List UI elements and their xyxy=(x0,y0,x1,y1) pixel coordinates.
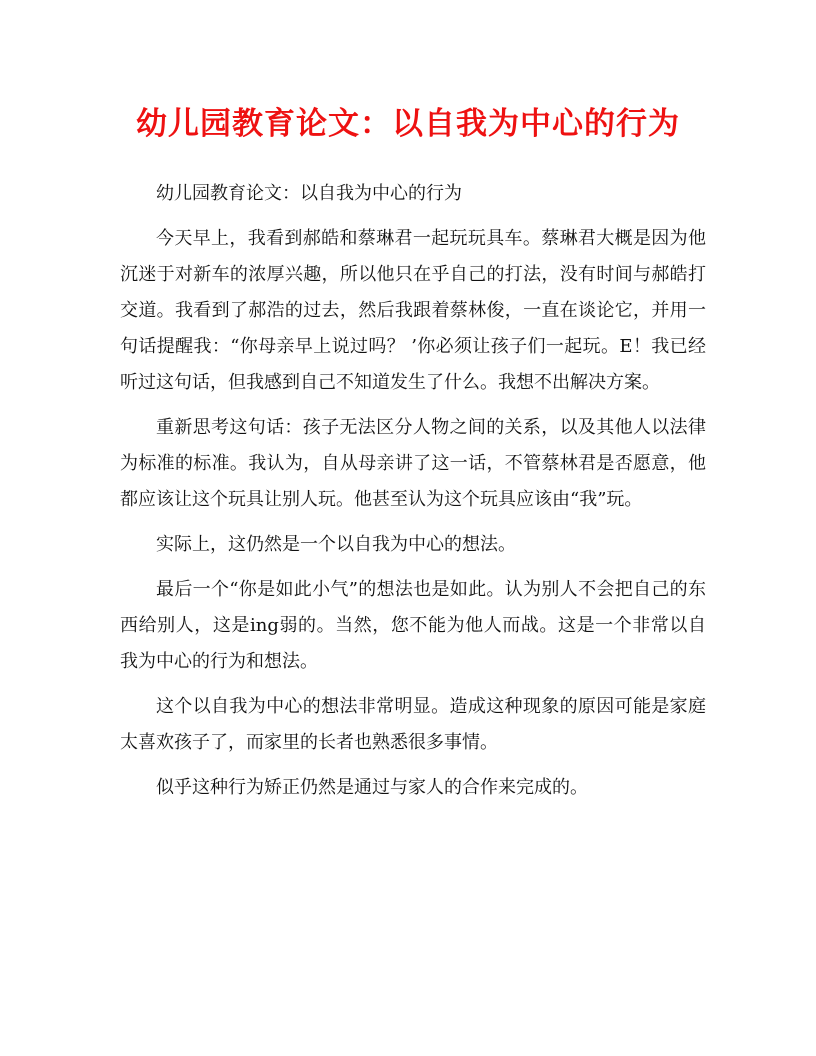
paragraph-1: 今天早上，我看到郝皓和蔡琳君一起玩玩具车。蔡琳君大概是因为他沉迷于对新车的浓厚兴趣，所以他只在乎自己的打法，没有时间与郝皓打交道。我看到了郝浩的过去，然后我跟着蔡林俊，一直在谈论它，并用一句话提醒我：“你母亲早上说过吗？ ’你必须让孩子们一起玩。E！我已经听过这句话，但我感到自己不知道发生了什么。我想不出解决方案。 xyxy=(120,228,706,393)
paragraph-5: 这个以自我为中心的想法非常明显。造成这种现象的原因可能是家庭太喜欢孩子了，而家里的长者也熟悉很多事情。 xyxy=(120,696,706,753)
paragraph-6: 似乎这种行为矫正仍然是通过与家人的合作来完成的。 xyxy=(156,777,588,798)
paragraph-4: 最后一个“你是如此小气”的想法也是如此。认为别人不会把自己的东西给别人，这是ing弱的。当然，您不能为他人而战。这是一个非常以自我为中心的行为和想法。 xyxy=(120,579,706,672)
document-body xyxy=(120,176,706,815)
document-title: 幼儿园教育论文：以自我为中心的行为 xyxy=(136,106,680,142)
paragraph-3: 实际上，这仍然是一个以自我为中心的想法。 xyxy=(156,534,516,555)
paragraph-2: 重新思考这句话：孩子无法区分人物之间的关系，以及其他人以法律为标准的标准。我认为，自从母亲讲了这一话，不管蔡林君是否愿意，他都应该让这个玩具让别人玩。他甚至认为这个玩具应该由“我”玩。 xyxy=(120,417,706,510)
paragraph-subtitle: 幼儿园教育论文：以自我为中心的行为 xyxy=(156,183,462,204)
